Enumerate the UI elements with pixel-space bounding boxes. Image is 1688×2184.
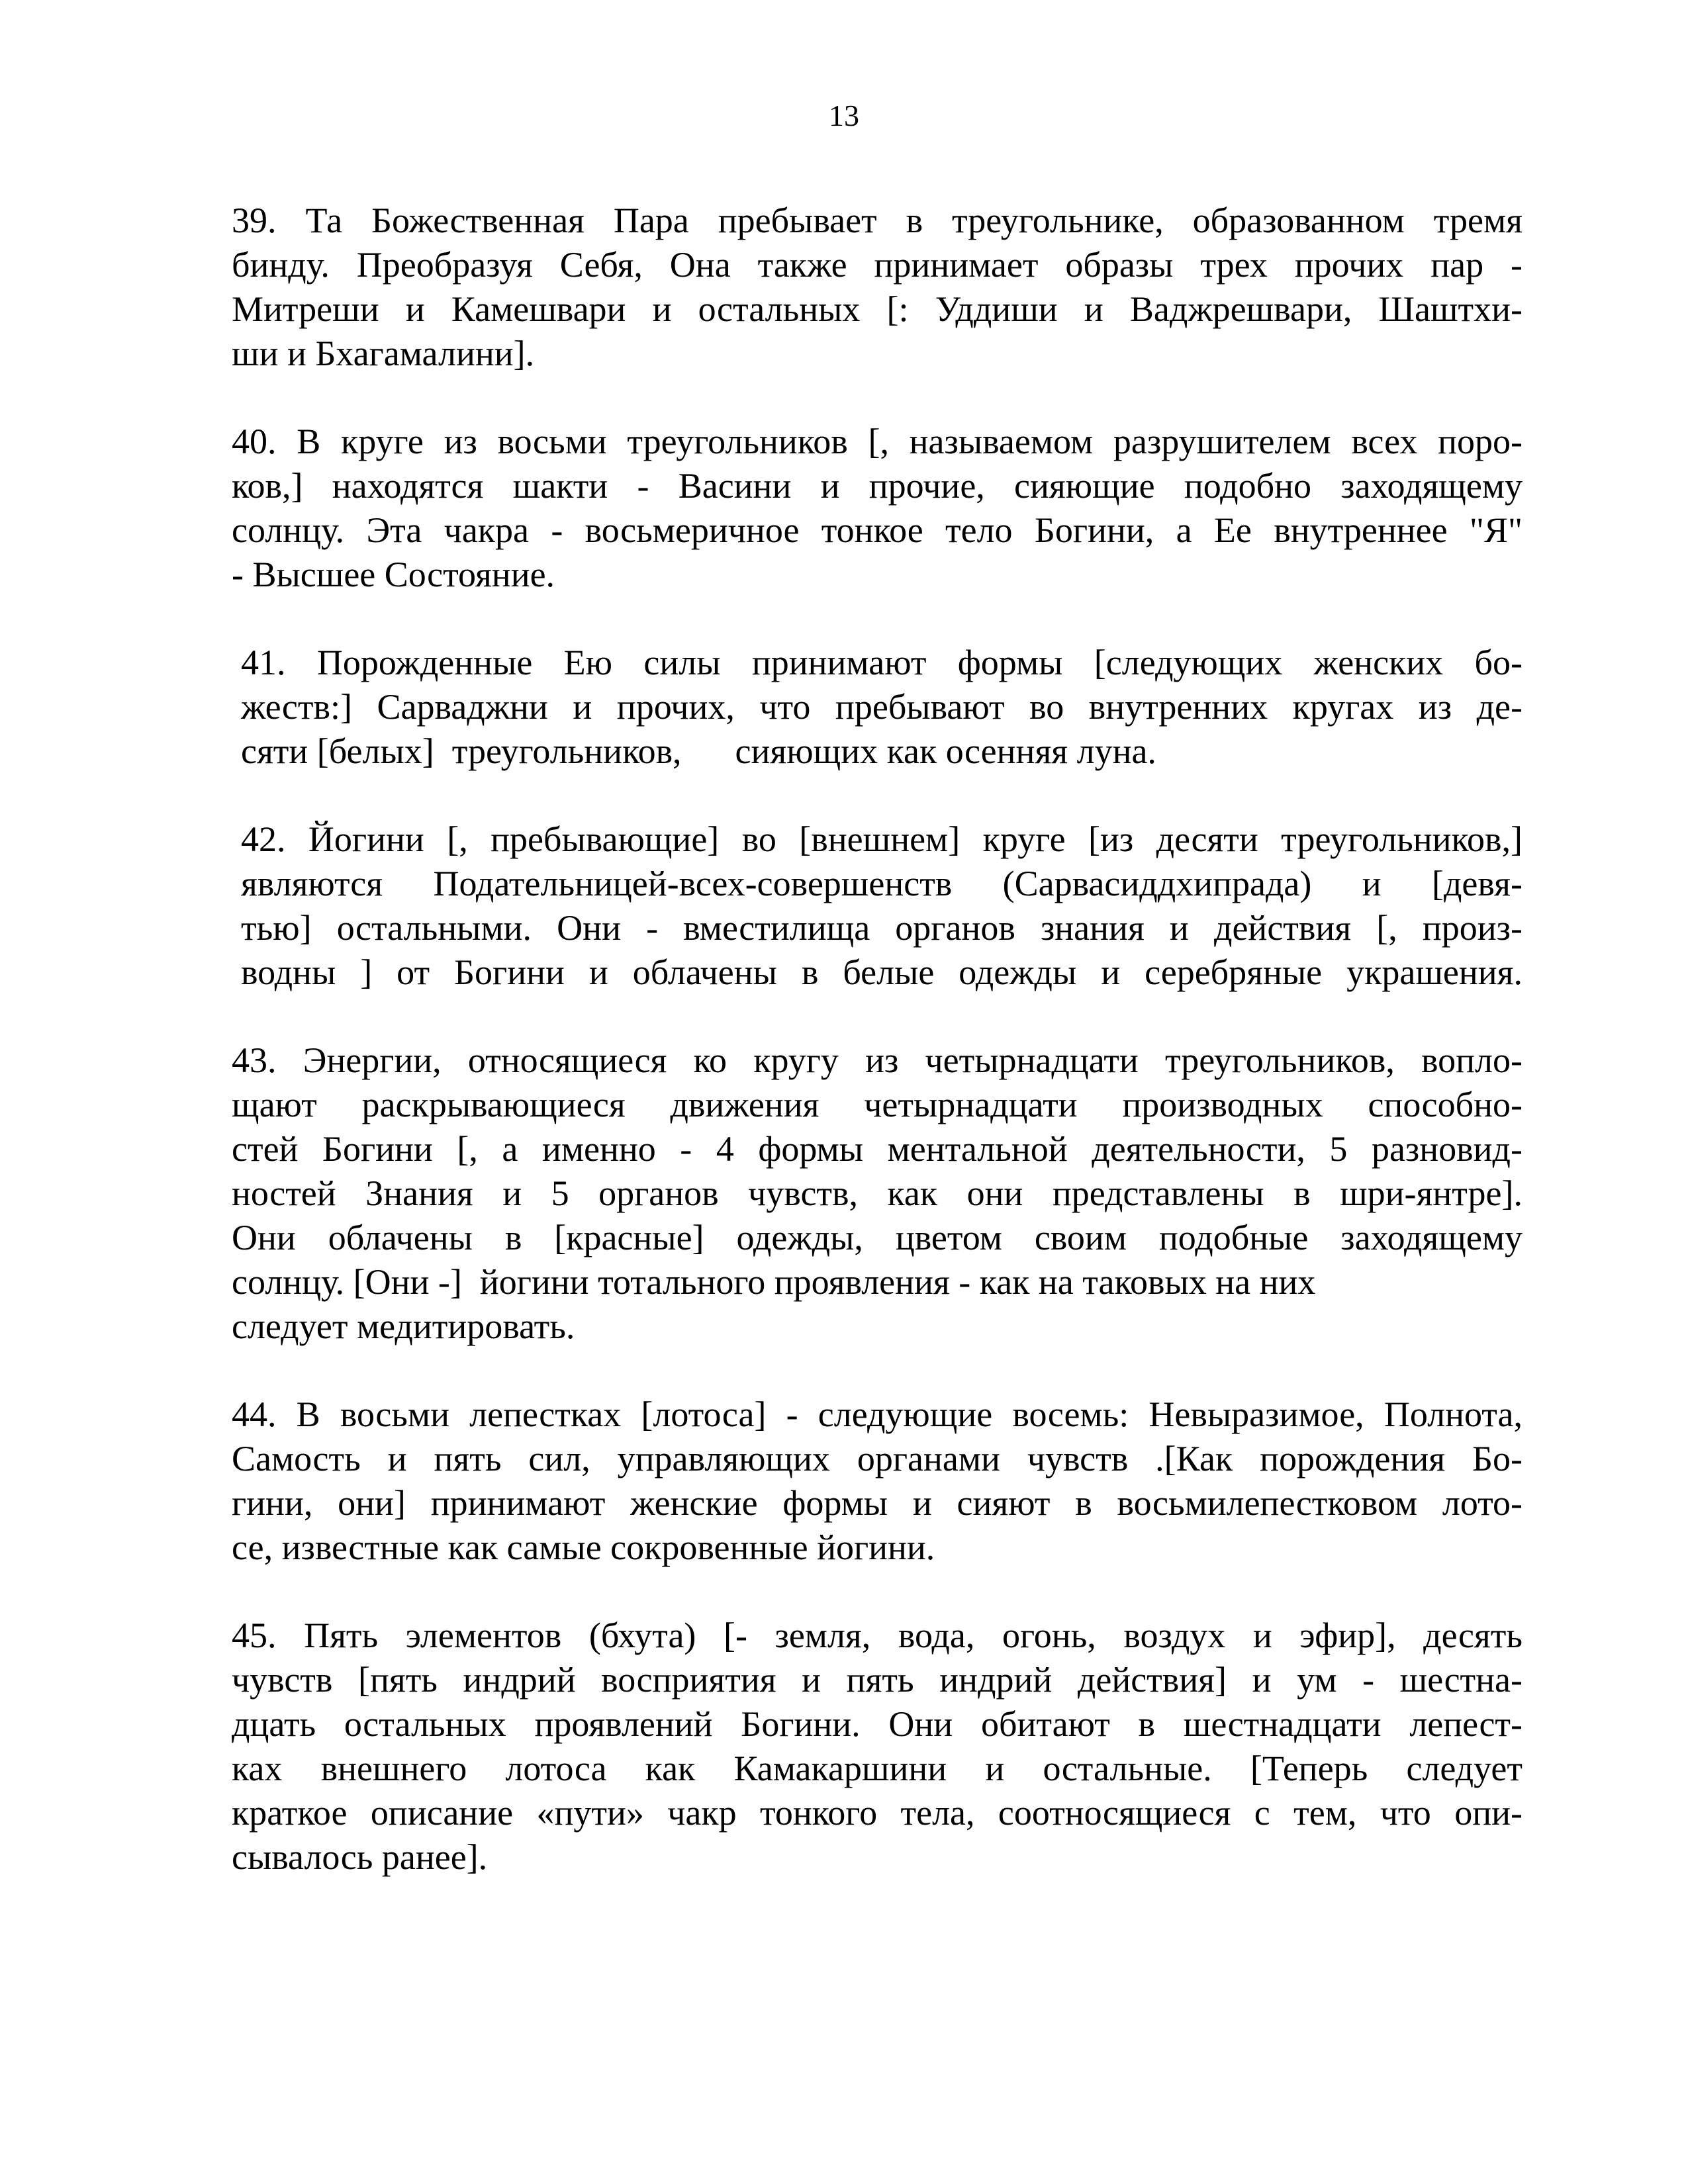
text-line: се, известные как самые сокровенные йогини. bbox=[232, 1527, 935, 1567]
text-line: 39. Та Божественная Пара пребывает в треугольнике, образованном тремя bbox=[232, 201, 1523, 240]
paragraph bbox=[232, 1614, 1523, 1880]
text-line: солнцу. Эта чакра - восьмеричное тонкое тело Богини, а Ее внутреннее "Я" bbox=[232, 510, 1523, 550]
text-line: - Высшее Состояние. bbox=[232, 555, 555, 594]
text-line: стей Богини [, а именно - 4 формы ментальной деятельности, 5 разновид- bbox=[232, 1129, 1523, 1169]
text-line: ши и Бхагамалини]. bbox=[232, 334, 535, 373]
paragraph bbox=[232, 420, 1523, 597]
text-line: 42. Йогини [, пребывающие] во [внешнем] круге [из десяти треугольников,] bbox=[241, 819, 1523, 859]
text-line: 41. Порожденные Ею силы принимают формы [следующих женских бо- bbox=[241, 643, 1523, 682]
text-line: дцать остальных проявлений Богини. Они обитают в шестнадцати лепест- bbox=[232, 1704, 1523, 1744]
text-line: бинду. Преобразуя Себя, Она также принимает образы трех прочих пар - bbox=[232, 245, 1523, 285]
text-line: тью] остальными. Они - вместилища органов знания и действия [, произ- bbox=[241, 908, 1523, 948]
document-body bbox=[232, 199, 1523, 1923]
text-line: ках внешнего лотоса как Камакаршини и остальные. [Теперь следует bbox=[232, 1749, 1523, 1788]
text-line: 40. В круге из восьми треугольников [, называемом разрушителем всех поро- bbox=[232, 422, 1523, 461]
paragraph bbox=[232, 199, 1523, 376]
text-line: щают раскрывающиеся движения четырнадцати производных способно- bbox=[232, 1085, 1523, 1124]
text-line: краткое описание «пути» чакр тонкого тела, соотносящиеся с тем, что опи- bbox=[232, 1793, 1523, 1833]
paragraph bbox=[232, 817, 1523, 995]
text-line: 44. В восьми лепестках [лотоса] - следующие восемь: Невыразимое, Полнота, bbox=[232, 1394, 1523, 1434]
text-line: являются Подательницей-всех-совершенств (Сарвасиддхипрада) и [девя- bbox=[241, 864, 1523, 903]
text-line: солнцу. [Они -] йогини тотального проявления - как на таковых на них bbox=[232, 1262, 1316, 1302]
page-number: 13 bbox=[829, 99, 859, 132]
text-line: гини, они] принимают женские формы и сияют в восьмилепестковом лото- bbox=[232, 1483, 1523, 1523]
text-line: жеств:] Сарваджни и прочих, что пребывают во внутренних кругах из де- bbox=[241, 687, 1523, 727]
paragraph bbox=[232, 1038, 1523, 1349]
paragraph bbox=[232, 641, 1523, 774]
text-line: чувств [пять индрий восприятия и пять индрий действия] и ум - шестна- bbox=[232, 1660, 1523, 1700]
text-line: 43. Энергии, относящиеся ко кругу из четырнадцати треугольников, вопло- bbox=[232, 1040, 1523, 1080]
text-line: Они облачены в [красные] одежды, цветом своим подобные заходящему bbox=[232, 1218, 1523, 1257]
text-line: сывалось ранее]. bbox=[232, 1837, 488, 1877]
text-line: Самость и пять сил, управляющих органами чувств .[Как порождения Бо- bbox=[232, 1439, 1523, 1479]
paragraph bbox=[232, 1392, 1523, 1570]
text-line: водны ] от Богини и облачены в белые одежды и серебряные украшения. bbox=[241, 952, 1523, 992]
text-line: ностей Знания и 5 органов чувств, как они представлены в шри-янтре]. bbox=[232, 1173, 1523, 1213]
text-line: Митреши и Камешвари и остальных [: Уддиши и Ваджрешвари, Шаштхи- bbox=[232, 289, 1523, 329]
text-line: следует медитировать. bbox=[232, 1306, 575, 1346]
text-line: сяти [белых] треугольников, сияющих как осенняя луна. bbox=[241, 731, 1156, 771]
text-line: 45. Пять элементов (бхута) [- земля, вода, огонь, воздух и эфир], десять bbox=[232, 1615, 1523, 1655]
text-line: ков,] находятся шакти - Васини и прочие, сияющие подобно заходящему bbox=[232, 466, 1523, 506]
